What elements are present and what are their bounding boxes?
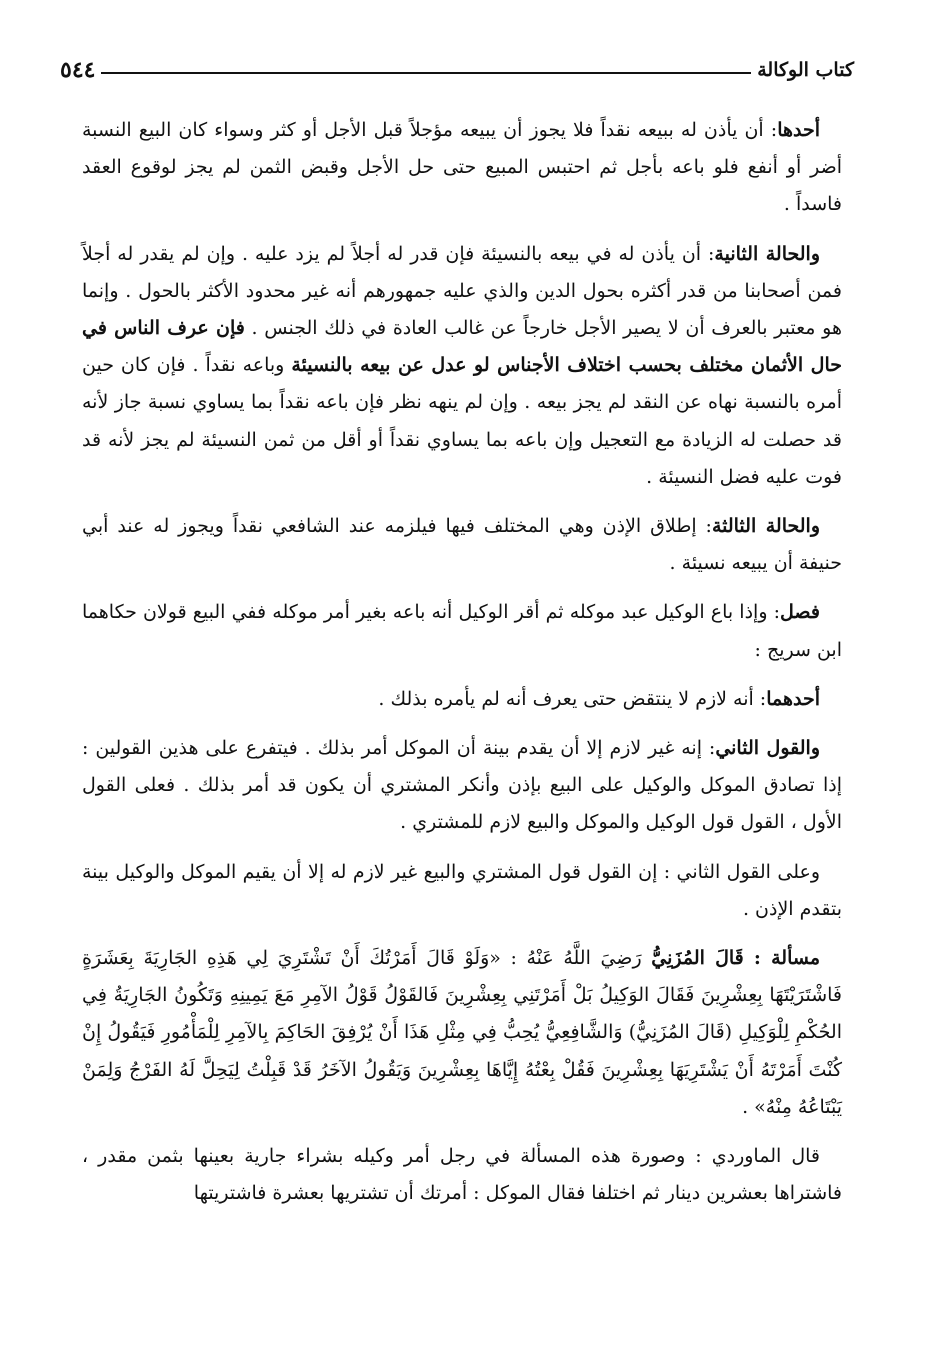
paragraph-first-opinion (82, 681, 842, 718)
paragraph-text: : أن يأذن له في بيعه بالنسيئة فإن قدر له أجلاً لم يزد عليه . وإن لم يقدر له أجلاً فمن أصحابنا من قدر أكثره بحول الدين والذي عليه جمهورهم أنه غير محدود الأكثر بالحول . وإنما هو معتبر بالعرف أن لا يصير الأجل خارجاً عن غالب العادة في ذلك الجنس . (82, 242, 843, 340)
paragraph-lead: والقول الثاني (715, 737, 820, 760)
header-rule (101, 72, 751, 74)
paragraph-lead: مسألة : قَالَ المُزَنِيُّ (651, 947, 821, 970)
paragraph-text: وعلى القول الثاني : إن القول قول المشتري والبيع غير لازم له إلا أن يقيم الموكل والوكيل بينة بتقدم الإذن . (82, 860, 842, 920)
paragraph-lead: أحدها (777, 119, 820, 141)
paragraph-text: : أن يأذن له ببيعه نقداً فلا يجوز أن يبيعه مؤجلاً قبل الأجل أو كثر وسواء كان البيع النسبة أضر أو أنفع فلو باعه بأجل ثم احتبس المبيع حتى حل الأجل وقبض الثمن لم يجز لوقوع العقد فاسداً . (82, 119, 842, 216)
paragraph-emphasis: فإن عرف الناس في حال الأثمان مختلف بحسب اختلاف الأجناس لو عدل عن بيعه بالنسيئة (82, 317, 843, 377)
paragraph-lead: فصل (780, 601, 820, 624)
paragraph-text: : إنه غير لازم إلا أن يقدم بينة أن الموكل أمر بذلك . فيتفرع على هذين القولين : إذا تصادق الموكل والوكيل على البيع بإذن وأنكر المشتري أن يكون قد أمر بذلك . فعلى القول الأول ، القول قول الوكيل والموكل والبيع لازم للمشتري . (82, 737, 842, 834)
paragraph-text: : وإذا باع الوكيل عبد موكله ثم أقر الوكيل أنه باعه بغير أمر موكله ففي البيع قولان حكاهما ابن سريج : (82, 601, 842, 661)
paragraph-second-opinion-branch (82, 854, 842, 928)
paragraph-text: قال الماوردي : وصورة هذه المسألة في رجل أمر وكيله بشراء جارية بعينها بثمن مقدر ، فاشتراها بعشرين دينار ثم اختلفا فقال الموكل : أمرتك أن تشتريها بعشرة فاشتريتها (82, 1145, 842, 1205)
paragraph-lead: أحدهما (766, 687, 820, 710)
page-header (50, 50, 858, 90)
paragraph-first-case (82, 112, 842, 224)
paragraph-text: رَضِيَ اللَّهُ عَنْهُ : «وَلَوْ قَالَ أَمَرْتُكَ أَنْ تَشْتَرِيَ لِي هَذِهِ الجَارِيَةَ بِعَشَرَةٍ فَاشْتَرَيْتَهَا بِعِشْرِينَ فَقَالَ الوَكِيلُ بَلْ أَمَرْتَنِي بِعِشْرِينَ فَالقَوْلُ قَوْلُ الآمِرِ مَعَ يَمِينِهِ وَتَكُونُ الجَارِيَةُ فِي الحُكْمِ لِلْوَكِيلِ (قَالَ المُزَنِيُّ) وَالشَّافِعِيُّ يُحِبُّ فِي مِثْلِ هَذَا أَنْ يُرْفِقَ الحَاكِمَ بِالآمِرِ لِلْمَأْمُورِ فَيَقُولُ إِنْ كُنْتَ أَمَرْتَهُ أَنْ يَشْتَرِيَهَا بِعِشْرِينَ فَقُلْ بِعْتُهُ إِيَّاهَا بِعِشْرِينَ وَيَقُولُ الآخَرُ قَدْ قَبِلْتُ لِيَحِلَّ لَهُ الفَرْجُ وَلِمَنْ يَبْتَاعُهُ مِنْهُ» . (82, 947, 842, 1118)
paragraph-lead: والحالة الثانية (714, 242, 821, 265)
paragraph-masala (82, 940, 842, 1126)
paragraph-text: : إطلاق الإذن وهي المختلف فيها فيلزمه عند الشافعي نقداً ويجوز له عند أبي حنيفة أن يبيعه نسيئة . (82, 515, 842, 575)
paragraph-section (82, 594, 842, 668)
paragraph-text-continued: وباعه نقداً . فإن كان حين أمره بالنسبة نهاه عن النقد لم يجز بيعه . وإن لم ينهه نظر فإن باعه نقداً بما يساوي نسبة جاز لأنه قد حصلت له الزيادة مع التعجيل وإن باعه بما يساوي نقداً أو أقل من ثمن النسيئة لم يجز لأنه قد فوت عليه فضل النسيئة . (82, 354, 842, 488)
paragraph-text: : أنه لازم لا ينتقض حتى يعرف أنه لم يأمره بذلك . (378, 687, 767, 710)
paragraph-second-opinion (82, 730, 842, 842)
page-number: ٥٤٤ (60, 57, 96, 83)
paragraph-mawardi (82, 1138, 842, 1212)
paragraph-third-case (82, 508, 842, 582)
book-title: كتاب الوكالة (757, 59, 854, 81)
paragraph-second-case (82, 236, 842, 496)
paragraph-lead: والحالة الثالثة (711, 515, 821, 538)
page-body (82, 112, 842, 1224)
